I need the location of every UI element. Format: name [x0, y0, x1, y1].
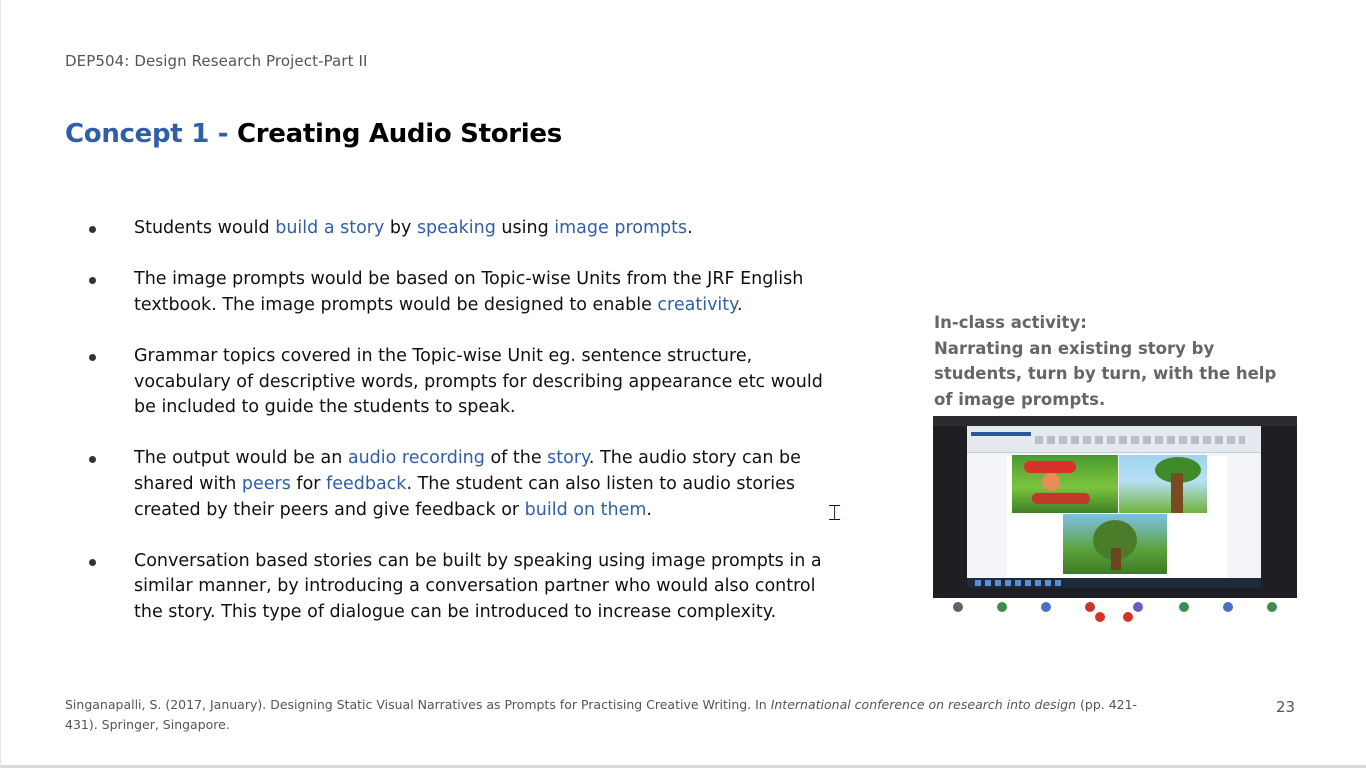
citation-italic: International conference on research into design: [770, 697, 1077, 712]
bullet-text: Students would: [134, 218, 276, 238]
title-main: Creating Audio Stories: [236, 119, 562, 149]
bullet-text: using: [495, 218, 555, 238]
bullet-text: . The audio story can be shared with: [134, 448, 801, 494]
highlighted-term: build on them: [524, 499, 647, 520]
bullet-list: [86, 216, 826, 651]
screenshot-ribbon: [967, 426, 1261, 453]
activity-text: Narrating an existing story by students, turn by turn, with the help of image prompts.: [934, 338, 1277, 409]
bullet-text: of the: [484, 448, 548, 469]
highlighted-term: image prompts: [554, 218, 688, 238]
end-call-icon: [1123, 612, 1133, 622]
bullet-item: [86, 549, 826, 626]
bullet-item: [86, 267, 826, 318]
participant-icon: [1041, 602, 1051, 612]
bullet-text: The output would be an: [134, 448, 348, 469]
bullet-text: The image prompts would be based on Topic-wise Units from the JRF English textbook. The image prompts would be designed to enable: [134, 269, 804, 315]
mic-icon: [953, 602, 963, 612]
highlighted-term: story: [547, 448, 589, 469]
highlighted-term: speaking: [416, 218, 496, 238]
participant-icon: [997, 602, 1007, 612]
highlighted-term: feedback: [326, 473, 407, 494]
bullet-text: Conversation based stories can be built by speaking using image prompts in a similar manner, by introducing a conversation partner who would also control the story. This type of dialogue can be introduced to increase complexity.: [134, 550, 822, 622]
screenshot-taskbar: [967, 578, 1261, 588]
bullet-text: by: [384, 218, 417, 238]
highlighted-term: audio recording: [347, 448, 485, 469]
activity-caption: [934, 310, 1284, 412]
participant-icon: [1267, 602, 1277, 612]
bullet-dot: [89, 354, 96, 361]
text-cursor-icon: ⌶: [828, 501, 842, 526]
citation: [65, 695, 1155, 735]
screenshot-topbar: [933, 416, 1297, 426]
participant-icon: [1085, 602, 1095, 612]
screenshot-call-controls: [933, 598, 1297, 624]
course-label: DEP504: Design Research Project-Part II: [65, 52, 368, 70]
story-image-tree: [1119, 455, 1207, 513]
bullet-dot: [89, 559, 96, 566]
video-call-screenshot: [933, 416, 1297, 624]
bullet-dot: [89, 277, 96, 284]
bullet-item: [86, 216, 826, 242]
participant-icon: [1179, 602, 1189, 612]
slide-title: [65, 119, 562, 149]
citation-pre: Singanapalli, S. (2017, January). Designing Static Visual Narratives as Prompts for Practising Creative Writing. In: [65, 697, 771, 712]
citation-post: (pp. 421-431). Springer, Singapore.: [65, 697, 1138, 732]
activity-label: In-class activity:: [934, 313, 1087, 332]
highlighted-term: peers: [241, 473, 291, 494]
bullet-text: .: [737, 294, 743, 315]
story-image-monkey: [1012, 455, 1118, 513]
highlighted-term: creativity: [657, 294, 738, 315]
highlighted-term: build a story: [275, 218, 385, 238]
bullet-text: Grammar topics covered in the Topic-wise Unit eg. sentence structure, vocabulary of descriptive words, prompts for describing appearance etc would be included to guide the students to speak.: [134, 345, 823, 418]
bullet-text: for: [290, 473, 327, 494]
bullet-item: [86, 446, 826, 523]
bullet-dot: [89, 456, 96, 463]
bullet-text: . The student can also listen to audio stories created by their peers and give feedback or: [134, 473, 796, 520]
page-number: 23: [1276, 698, 1296, 716]
participant-icon: [1133, 602, 1143, 612]
bullet-item: [86, 344, 826, 421]
story-image-forest: [1063, 514, 1167, 574]
end-call-icon: [1095, 612, 1105, 622]
bullet-text: .: [646, 499, 652, 520]
title-accent: Concept 1 -: [65, 119, 237, 149]
screenshot-document: [967, 426, 1261, 588]
bullet-dot: [89, 226, 96, 233]
bullet-text: .: [687, 218, 693, 238]
participant-icon: [1223, 602, 1233, 612]
